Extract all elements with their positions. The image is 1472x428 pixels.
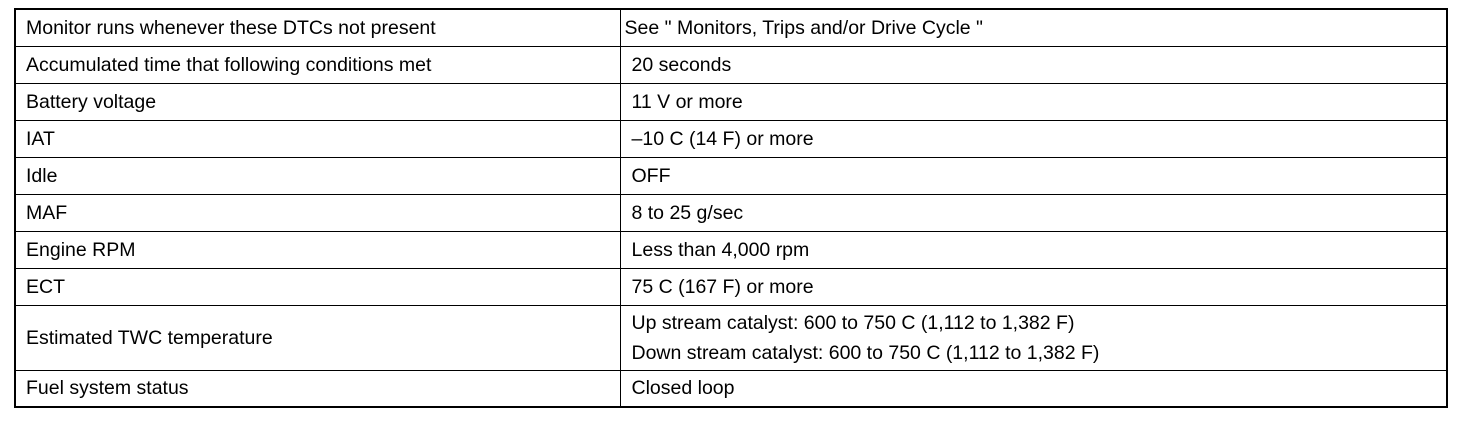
table-row (15, 84, 1447, 121)
value-cell: See " Monitors, Trips and/or Drive Cycle " (620, 9, 1447, 47)
table-row (15, 158, 1447, 195)
condition-cell: Engine RPM (15, 232, 620, 269)
condition-cell: MAF (15, 195, 620, 232)
value-cell: 20 seconds (620, 47, 1447, 84)
value-cell: OFF (620, 158, 1447, 195)
condition-cell: ECT (15, 269, 620, 306)
table-row (15, 306, 1447, 371)
table-row (15, 121, 1447, 158)
value-cell: 75 C (167 F) or more (620, 269, 1447, 306)
table-row (15, 269, 1447, 306)
table-row (15, 9, 1447, 47)
condition-cell: Idle (15, 158, 620, 195)
table-row (15, 47, 1447, 84)
condition-cell: Fuel system status (15, 371, 620, 408)
condition-cell: Accumulated time that following conditions met (15, 47, 620, 84)
value-cell: Closed loop (620, 371, 1447, 408)
value-cell (620, 306, 1447, 371)
table-row (15, 195, 1447, 232)
value-cell: 11 V or more (620, 84, 1447, 121)
value-line-downstream: Down stream catalyst: 600 to 750 C (1,112 to 1,382 F) (631, 342, 1100, 364)
table-row (15, 232, 1447, 269)
value-cell: 8 to 25 g/sec (620, 195, 1447, 232)
value-cell: –10 C (14 F) or more (620, 121, 1447, 158)
monitor-conditions-table (14, 8, 1448, 408)
condition-cell: IAT (15, 121, 620, 158)
condition-cell: Battery voltage (15, 84, 620, 121)
condition-cell: Estimated TWC temperature (15, 306, 620, 371)
value-line-upstream: Up stream catalyst: 600 to 750 C (1,112 to 1,382 F) (631, 312, 1075, 334)
condition-cell: Monitor runs whenever these DTCs not present (15, 9, 620, 47)
table-row (15, 371, 1447, 408)
value-cell: Less than 4,000 rpm (620, 232, 1447, 269)
